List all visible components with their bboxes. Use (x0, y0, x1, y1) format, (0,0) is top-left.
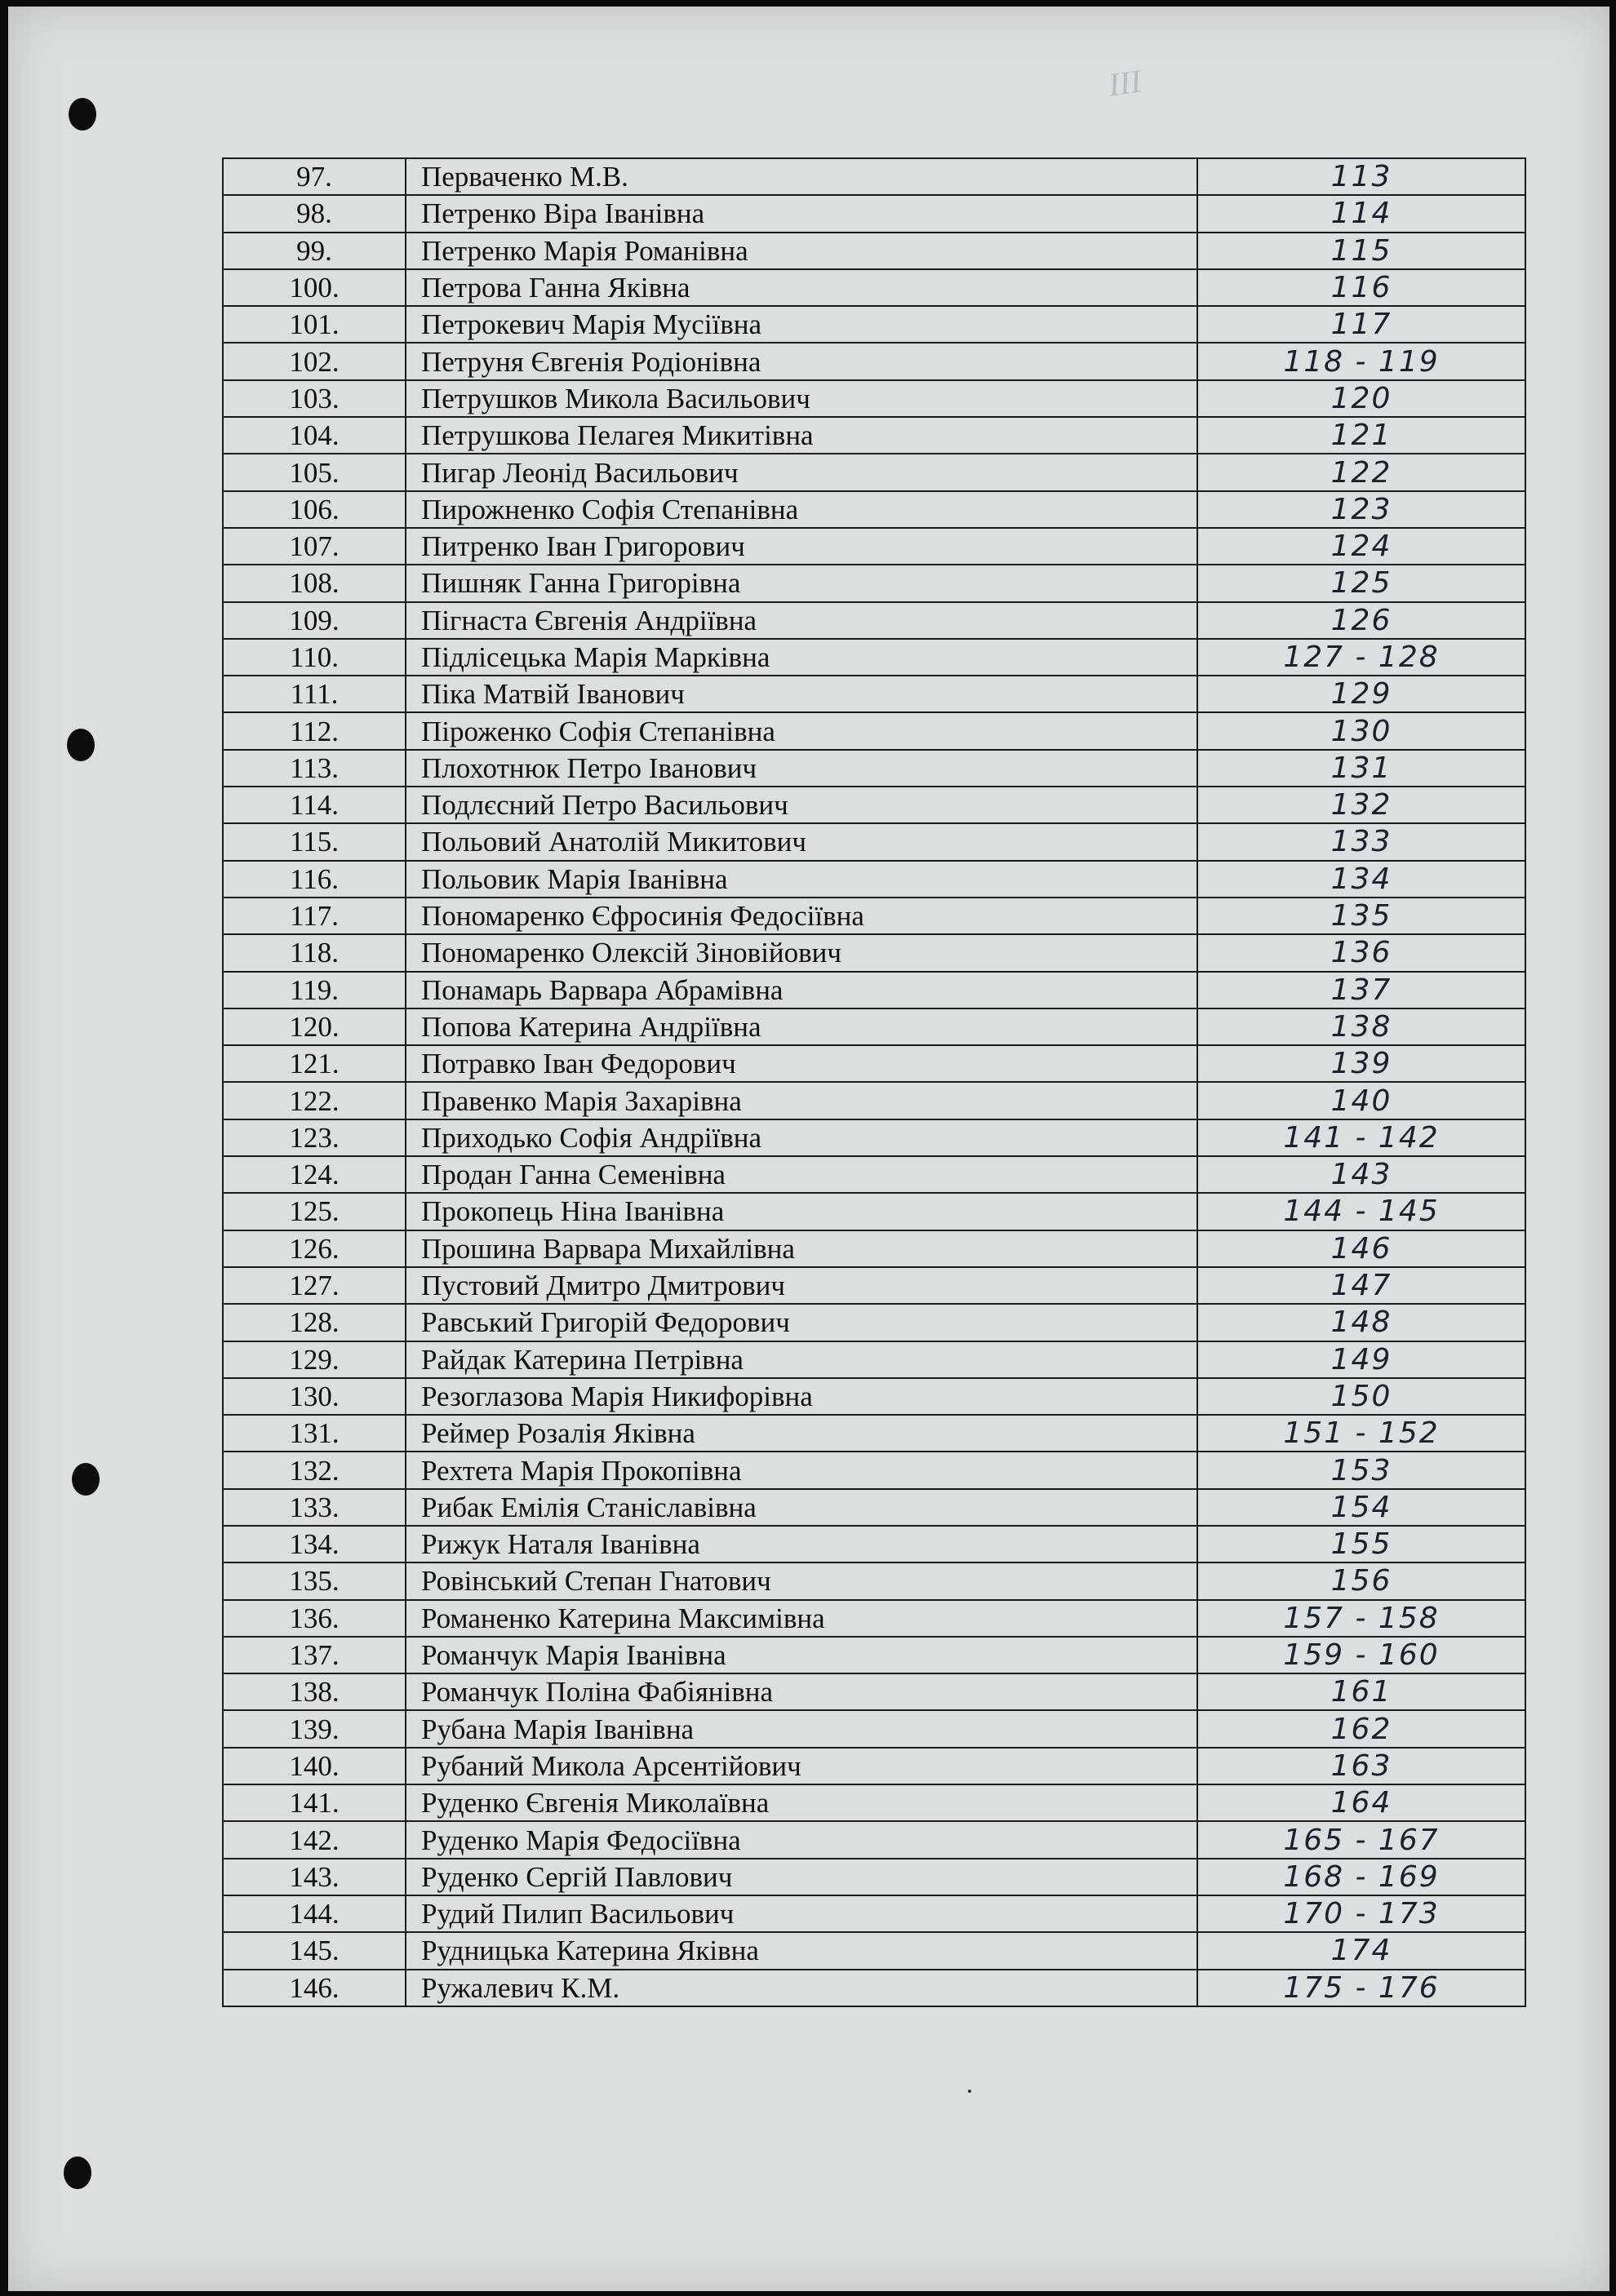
person-name: Руденко Марія Федосіївна (406, 1821, 1197, 1858)
table-row (223, 306, 1525, 343)
row-number: 140. (223, 1748, 406, 1784)
table-row (223, 898, 1525, 934)
page-numbers: 161 (1197, 1673, 1525, 1710)
page-numbers: 131 (1197, 750, 1525, 787)
row-number: 120. (223, 1008, 406, 1045)
person-name: Плохотнюк Петро Іванович (406, 750, 1197, 787)
archive-mark: III (1106, 62, 1143, 104)
table-row (223, 1673, 1525, 1710)
person-name: Петрова Ганна Яківна (406, 269, 1197, 306)
row-number: 110. (223, 639, 406, 676)
page-numbers: 175 - 176 (1197, 1970, 1525, 2006)
page-numbers: 127 - 128 (1197, 639, 1525, 676)
person-name: Реймер Розалія Яківна (406, 1415, 1197, 1452)
table-row (223, 233, 1525, 269)
table-row (223, 1710, 1525, 1747)
page-numbers: 140 (1197, 1082, 1525, 1119)
page-numbers: 146 (1197, 1230, 1525, 1267)
table-row (223, 712, 1525, 749)
punch-hole-1 (69, 98, 96, 131)
row-number: 141. (223, 1784, 406, 1821)
page-numbers: 143 (1197, 1156, 1525, 1193)
row-number: 131. (223, 1415, 406, 1452)
table-row (223, 417, 1525, 454)
person-name: Питренко Іван Григорович (406, 528, 1197, 565)
punch-hole-4 (64, 2156, 91, 2189)
table-row (223, 676, 1525, 712)
table-row (223, 158, 1525, 195)
row-number: 97. (223, 158, 406, 195)
person-name: Ровінський Степан Гнатович (406, 1562, 1197, 1599)
row-number: 117. (223, 898, 406, 934)
row-number: 138. (223, 1673, 406, 1710)
page-numbers: 138 (1197, 1008, 1525, 1045)
person-name: Рибак Емілія Станіславівна (406, 1489, 1197, 1526)
row-number: 135. (223, 1562, 406, 1599)
page-numbers: 133 (1197, 823, 1525, 860)
table-row (223, 1304, 1525, 1341)
row-number: 119. (223, 972, 406, 1008)
table-row (223, 1932, 1525, 1969)
row-number: 124. (223, 1156, 406, 1193)
table-row (223, 1341, 1525, 1378)
page-numbers: 136 (1197, 934, 1525, 971)
table-row (223, 1562, 1525, 1599)
person-name: Петруня Євгенія Родіонівна (406, 343, 1197, 379)
table-row (223, 1156, 1525, 1193)
row-number: 125. (223, 1193, 406, 1230)
table-row (223, 1859, 1525, 1895)
person-name: Прошина Варвара Михайлівна (406, 1230, 1197, 1267)
table-row (223, 639, 1525, 676)
row-number: 143. (223, 1859, 406, 1895)
person-name: Романчук Марія Іванівна (406, 1637, 1197, 1673)
person-name: Польовик Марія Іванівна (406, 861, 1197, 898)
person-name: Рудий Пилип Васильович (406, 1895, 1197, 1932)
page-numbers: 147 (1197, 1267, 1525, 1304)
page-numbers: 126 (1197, 602, 1525, 639)
person-name: Райдак Катерина Петрівна (406, 1341, 1197, 1378)
row-number: 146. (223, 1970, 406, 2006)
row-number: 134. (223, 1526, 406, 1562)
person-name: Петрушков Микола Васильович (406, 380, 1197, 417)
table-row (223, 1378, 1525, 1415)
person-name: Романенко Катерина Максимівна (406, 1600, 1197, 1637)
page-numbers: 113 (1197, 158, 1525, 195)
person-name: Приходько Софія Андріївна (406, 1119, 1197, 1156)
row-number: 111. (223, 676, 406, 712)
page-numbers: 164 (1197, 1784, 1525, 1821)
table-row (223, 195, 1525, 232)
table-row (223, 972, 1525, 1008)
table-row (223, 1193, 1525, 1230)
page-numbers: 116 (1197, 269, 1525, 306)
table-row (223, 823, 1525, 860)
table-row (223, 861, 1525, 898)
table-row (223, 1970, 1525, 2006)
person-name: Рехтета Марія Прокопівна (406, 1452, 1197, 1488)
person-name: Продан Ганна Семенівна (406, 1156, 1197, 1193)
person-name: Пигар Леонід Васильович (406, 454, 1197, 490)
person-name: Підлісецька Марія Марківна (406, 639, 1197, 676)
table-row (223, 787, 1525, 823)
row-number: 103. (223, 380, 406, 417)
row-number: 127. (223, 1267, 406, 1304)
page-numbers: 137 (1197, 972, 1525, 1008)
table-row (223, 1748, 1525, 1784)
person-name: Петрушкова Пелагея Микитівна (406, 417, 1197, 454)
page-numbers: 122 (1197, 454, 1525, 490)
page-numbers: 120 (1197, 380, 1525, 417)
register-body (223, 158, 1525, 2006)
table-row (223, 269, 1525, 306)
page-numbers: 134 (1197, 861, 1525, 898)
page-numbers: 155 (1197, 1526, 1525, 1562)
row-number: 112. (223, 712, 406, 749)
person-name: Рижук Наталя Іванівна (406, 1526, 1197, 1562)
table-row (223, 1045, 1525, 1082)
person-name: Петренко Марія Романівна (406, 233, 1197, 269)
table-row (223, 528, 1525, 565)
person-name: Піроженко Софія Степанівна (406, 712, 1197, 749)
person-name: Пирожненко Софія Степанівна (406, 491, 1197, 528)
person-name: Піка Матвій Іванович (406, 676, 1197, 712)
table-row (223, 491, 1525, 528)
person-name: Пустовий Дмитро Дмитрович (406, 1267, 1197, 1304)
row-number: 122. (223, 1082, 406, 1119)
table-row (223, 1415, 1525, 1452)
page-numbers: 154 (1197, 1489, 1525, 1526)
row-number: 101. (223, 306, 406, 343)
person-name: Резоглазова Марія Никифорівна (406, 1378, 1197, 1415)
row-number: 139. (223, 1710, 406, 1747)
row-number: 132. (223, 1452, 406, 1488)
row-number: 107. (223, 528, 406, 565)
table-row (223, 1526, 1525, 1562)
page-numbers: 115 (1197, 233, 1525, 269)
table-row (223, 934, 1525, 971)
person-name: Рубаний Микола Арсентійович (406, 1748, 1197, 1784)
person-name: Попова Катерина Андріївна (406, 1008, 1197, 1045)
row-number: 144. (223, 1895, 406, 1932)
row-number: 121. (223, 1045, 406, 1082)
table-row (223, 1784, 1525, 1821)
page-numbers: 159 - 160 (1197, 1637, 1525, 1673)
person-name: Прокопець Ніна Іванівна (406, 1193, 1197, 1230)
table-row (223, 1230, 1525, 1267)
person-name: Романчук Поліна Фабіянівна (406, 1673, 1197, 1710)
row-number: 99. (223, 233, 406, 269)
table-row (223, 1008, 1525, 1045)
table-row (223, 1452, 1525, 1488)
page-numbers: 153 (1197, 1452, 1525, 1488)
page-numbers: 121 (1197, 417, 1525, 454)
row-number: 136. (223, 1600, 406, 1637)
row-number: 118. (223, 934, 406, 971)
row-number: 123. (223, 1119, 406, 1156)
person-name: Понамарь Варвара Абрамівна (406, 972, 1197, 1008)
table-row (223, 1489, 1525, 1526)
person-name: Пономаренко Єфросинія Федосіївна (406, 898, 1197, 934)
page-numbers: 174 (1197, 1932, 1525, 1969)
person-name: Пігнаста Євгенія Андріївна (406, 602, 1197, 639)
page-numbers: 150 (1197, 1378, 1525, 1415)
row-number: 142. (223, 1821, 406, 1858)
row-number: 98. (223, 195, 406, 232)
person-name: Потравко Іван Федорович (406, 1045, 1197, 1082)
person-name: Рудницька Катерина Яківна (406, 1932, 1197, 1969)
table-row (223, 1895, 1525, 1932)
person-name: Руденко Сергій Павлович (406, 1859, 1197, 1895)
row-number: 108. (223, 565, 406, 601)
table-row (223, 454, 1525, 490)
page-numbers: 114 (1197, 195, 1525, 232)
register-table (222, 157, 1526, 2007)
page-numbers: 141 - 142 (1197, 1119, 1525, 1156)
table-row (223, 602, 1525, 639)
page-numbers: 139 (1197, 1045, 1525, 1082)
row-number: 126. (223, 1230, 406, 1267)
row-number: 129. (223, 1341, 406, 1378)
row-number: 133. (223, 1489, 406, 1526)
page-numbers: 125 (1197, 565, 1525, 601)
page-numbers: 151 - 152 (1197, 1415, 1525, 1452)
page-numbers: 165 - 167 (1197, 1821, 1525, 1858)
person-name: Руденко Євгенія Миколаївна (406, 1784, 1197, 1821)
table-row (223, 565, 1525, 601)
table-row (223, 380, 1525, 417)
person-name: Петрокевич Марія Мусіївна (406, 306, 1197, 343)
page-numbers: 118 - 119 (1197, 343, 1525, 379)
row-number: 100. (223, 269, 406, 306)
page-numbers: 117 (1197, 306, 1525, 343)
row-number: 114. (223, 787, 406, 823)
person-name: Петренко Віра Іванівна (406, 195, 1197, 232)
person-name: Подлєсний Петро Васильович (406, 787, 1197, 823)
person-name: Правенко Марія Захарівна (406, 1082, 1197, 1119)
punch-hole-3 (72, 1463, 100, 1496)
person-name: Перваченко М.В. (406, 158, 1197, 195)
page-numbers: 144 - 145 (1197, 1193, 1525, 1230)
page-numbers: 168 - 169 (1197, 1859, 1525, 1895)
row-number: 102. (223, 343, 406, 379)
row-number: 128. (223, 1304, 406, 1341)
row-number: 109. (223, 602, 406, 639)
page-numbers: 123 (1197, 491, 1525, 528)
person-name: Пономаренко Олексій Зіновійович (406, 934, 1197, 971)
page-numbers: 156 (1197, 1562, 1525, 1599)
row-number: 113. (223, 750, 406, 787)
page-numbers: 124 (1197, 528, 1525, 565)
row-number: 137. (223, 1637, 406, 1673)
table-row (223, 1600, 1525, 1637)
page-numbers: 170 - 173 (1197, 1895, 1525, 1932)
table-row (223, 1267, 1525, 1304)
page-numbers: 132 (1197, 787, 1525, 823)
row-number: 105. (223, 454, 406, 490)
page-numbers: 130 (1197, 712, 1525, 749)
person-name: Польовий Анатолій Микитович (406, 823, 1197, 860)
page-numbers: 157 - 158 (1197, 1600, 1525, 1637)
page-numbers: 149 (1197, 1341, 1525, 1378)
table-row (223, 1119, 1525, 1156)
table-row (223, 1082, 1525, 1119)
page-numbers: 162 (1197, 1710, 1525, 1747)
table-row (223, 1637, 1525, 1673)
row-number: 106. (223, 491, 406, 528)
row-number: 130. (223, 1378, 406, 1415)
table-row (223, 1821, 1525, 1858)
person-name: Ружалевич К.М. (406, 1970, 1197, 2006)
ink-dot (968, 2090, 971, 2093)
page-numbers: 129 (1197, 676, 1525, 712)
person-name: Рубана Марія Іванівна (406, 1710, 1197, 1747)
page-numbers: 135 (1197, 898, 1525, 934)
page-numbers: 148 (1197, 1304, 1525, 1341)
punch-hole-2 (67, 729, 95, 761)
person-name: Пишняк Ганна Григорівна (406, 565, 1197, 601)
row-number: 104. (223, 417, 406, 454)
row-number: 116. (223, 861, 406, 898)
table-row (223, 750, 1525, 787)
person-name: Равський Григорій Федорович (406, 1304, 1197, 1341)
row-number: 115. (223, 823, 406, 860)
row-number: 145. (223, 1932, 406, 1969)
table-row (223, 343, 1525, 379)
page-numbers: 163 (1197, 1748, 1525, 1784)
